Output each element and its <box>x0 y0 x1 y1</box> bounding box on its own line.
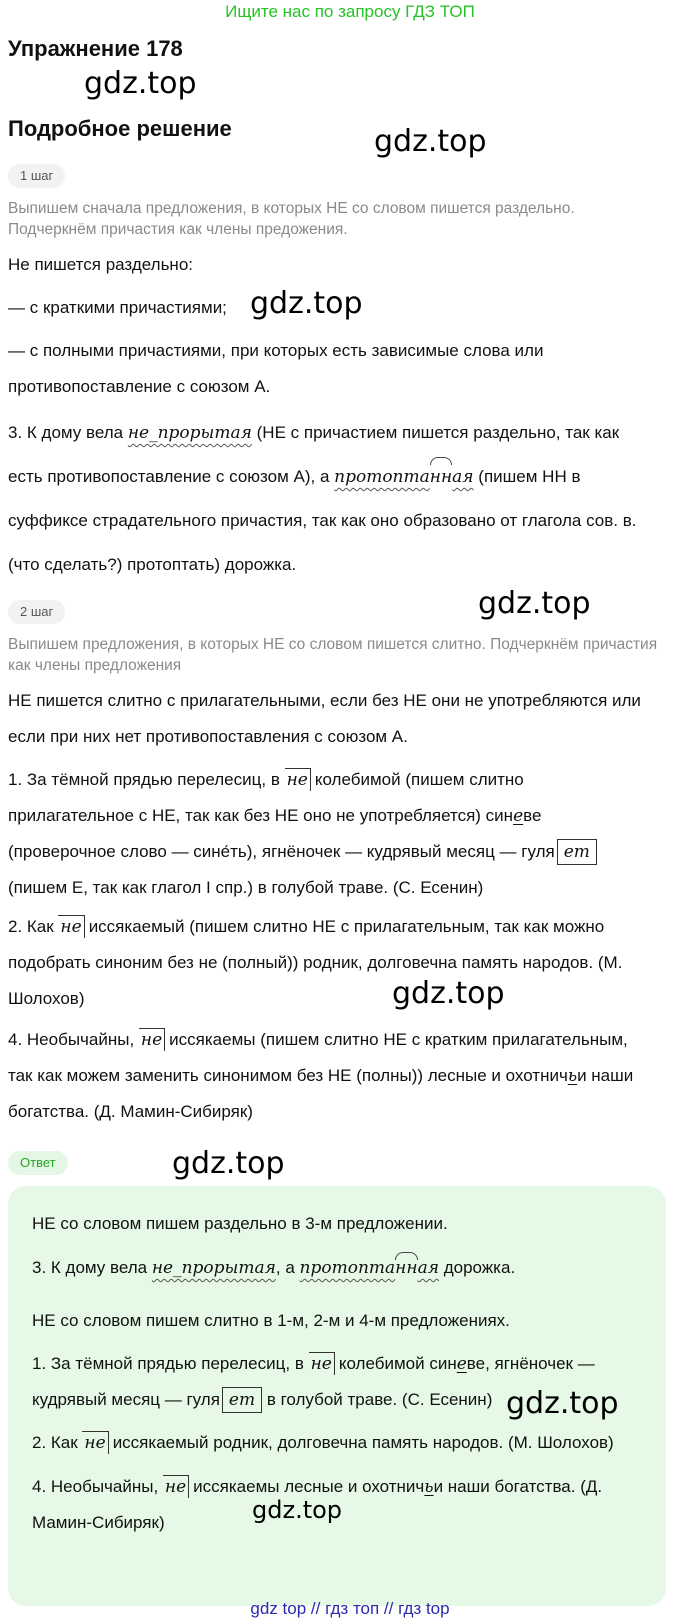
text: иссякаемы (пишем слитно НЕ с кратким прилагательным, <box>169 1030 628 1049</box>
rule-line: противопоставление с союзом А. <box>8 377 271 396</box>
note-line: Подчеркнём причастия как члены предожения. <box>8 221 348 238</box>
search-banner[interactable]: Ищите нас по запросу ГДЗ ТОП <box>225 2 475 21</box>
sentence-3 <box>8 411 690 587</box>
rule-line: — с полными причастиями, при которых есть зависимые слова или <box>8 341 544 360</box>
prefix-mark: не <box>58 915 84 938</box>
prefix-mark: не <box>309 1352 335 1375</box>
participle: не_прорытая <box>127 423 252 443</box>
text: 3. К дому вела <box>32 1258 152 1277</box>
note-line: Выпишем сначала предложения, в которых НЕ со словом пишется раздельно. <box>8 200 575 217</box>
text: ве <box>523 806 542 825</box>
text: 2. Как <box>8 917 59 936</box>
rule-line: если при них нет противопоставления с союзом А. <box>8 727 408 746</box>
text: 3. К дому вела <box>8 423 128 442</box>
text: ая <box>452 467 474 487</box>
ending-mark: ет <box>557 839 597 865</box>
text: богатства. (Д. Мамин-Сибиряк) <box>8 1102 253 1121</box>
text: прилагательное с НЕ, так как без НЕ оно не употребляется) син <box>8 806 514 825</box>
step-2-note <box>8 634 688 676</box>
ending-mark: ет <box>222 1387 262 1413</box>
text: кудрявый месяц — гуля <box>32 1390 220 1409</box>
text: 4. Необычайны, <box>8 1030 139 1049</box>
watermark: gdz.top <box>506 1386 619 1421</box>
text: подобрать синоним без не (полный)) родник, долговечна память народов. (М. <box>8 953 623 972</box>
text: Шолохов) <box>8 989 85 1008</box>
text: суффиксе страдательного причастия, так как оно образовано от глагола сов. в. <box>8 511 637 530</box>
participle: не_прорытая <box>151 1258 276 1278</box>
text: есть противопоставление с союзом А), а <box>8 467 335 486</box>
watermark: gdz.top <box>478 586 591 621</box>
text: иссякаемый родник, долговечна память народов. (М. Шолохов) <box>112 1433 614 1452</box>
answer-sentence-2 <box>32 1425 672 1461</box>
vowel-mark: е <box>456 1354 467 1374</box>
prefix-mark: не <box>285 768 311 791</box>
text: и наши богатства. (Д. <box>433 1477 603 1496</box>
solution-heading: Подробное решение <box>8 116 232 141</box>
suffix-mark: нн <box>395 1250 417 1286</box>
text: в голубой траве. (С. Есенин) <box>262 1390 493 1409</box>
sentence-2 <box>8 909 690 1017</box>
note-line: Выпишем предложения, в которых НЕ со словом пишется слитно. Подчеркнём причастия <box>8 636 658 653</box>
text: (НЕ с причастием пишется раздельно, так как <box>251 423 620 442</box>
answer-badge: Ответ <box>8 1151 68 1175</box>
rule-full <box>8 333 690 405</box>
answer-line-1: НЕ со словом пишем раздельно в 3-м предложении. <box>32 1214 448 1233</box>
step-1-note <box>8 198 688 240</box>
participle <box>300 1258 439 1278</box>
rule-line: НЕ пишется слитно с прилагательными, если без НЕ они не употребляются или <box>8 691 641 710</box>
text: ая <box>417 1258 439 1278</box>
prefix-mark: не <box>163 1475 189 1498</box>
text: протопта <box>299 1258 396 1278</box>
watermark: gdz.top <box>172 1146 285 1181</box>
sentence-4 <box>8 1022 690 1130</box>
text: 4. Необычайны, <box>32 1477 163 1496</box>
text: иссякаемый (пишем слитно НЕ с прилагательным, так как можно <box>88 917 605 936</box>
participle <box>334 467 473 487</box>
vowel-mark: е <box>513 806 524 826</box>
rule-block-2 <box>8 683 690 755</box>
text: 1. За тёмной прядью перелесиц, в <box>32 1354 309 1373</box>
answer-sentence-3 <box>32 1250 672 1286</box>
soft-sign-mark: ь <box>424 1477 434 1497</box>
text: (проверочное слово — сине́ть), ягнёночек — кудрявый месяц — гуля <box>8 842 555 861</box>
text: ве, ягнёночек — <box>466 1354 595 1373</box>
answer-line-3: НЕ со словом пишем слитно в 1-м, 2-м и 4-м предложениях. <box>32 1311 510 1330</box>
watermark: gdz.top <box>374 124 487 159</box>
watermark: gdz.top <box>250 286 363 321</box>
text: Мамин-Сибиряк) <box>32 1513 165 1532</box>
text: 2. Как <box>32 1433 83 1452</box>
text: колебимой (пишем слитно <box>314 770 524 789</box>
watermark: gdz.top <box>392 976 505 1011</box>
step-2-badge: 2 шаг <box>8 600 65 624</box>
text: , а <box>275 1258 300 1277</box>
answer-sentence-4 <box>32 1469 672 1541</box>
step-1-badge: 1 шаг <box>8 164 65 188</box>
note-line: как члены предложения <box>8 657 182 674</box>
text: протопта <box>334 467 430 487</box>
watermark: gdz.top <box>252 1496 343 1524</box>
text: так как можем заменить синонимом без НЕ (полны)) лесные и охотнич <box>8 1066 568 1085</box>
footer-links[interactable]: gdz top // гдз топ // гдз top <box>250 1599 450 1618</box>
text: (что сделать?) протоптать) дорожка. <box>8 555 297 574</box>
text: иссякаемы лесные и охотнич <box>193 1477 425 1496</box>
watermark: gdz.top <box>84 66 197 101</box>
exercise-title: Упражнение 178 <box>8 36 183 61</box>
text: и наши <box>577 1066 634 1085</box>
suffix-mark: нн <box>430 455 452 499</box>
rule-block <box>8 247 690 283</box>
prefix-mark: не <box>82 1431 108 1454</box>
rule-title: Не пишется раздельно: <box>8 255 193 274</box>
text: (пишем НН в <box>473 467 581 486</box>
sentence-1 <box>8 762 690 906</box>
soft-sign-mark: ь <box>567 1066 578 1086</box>
text: (пишем Е, так как глагол I спр.) в голубой траве. (С. Есенин) <box>8 878 484 897</box>
rule-line: — с краткими причастиями; <box>8 298 227 317</box>
text: 1. За тёмной прядью перелесиц, в <box>8 770 285 789</box>
text: дорожка. <box>438 1258 516 1277</box>
prefix-mark: не <box>139 1028 165 1051</box>
text: колебимой син <box>338 1354 457 1373</box>
